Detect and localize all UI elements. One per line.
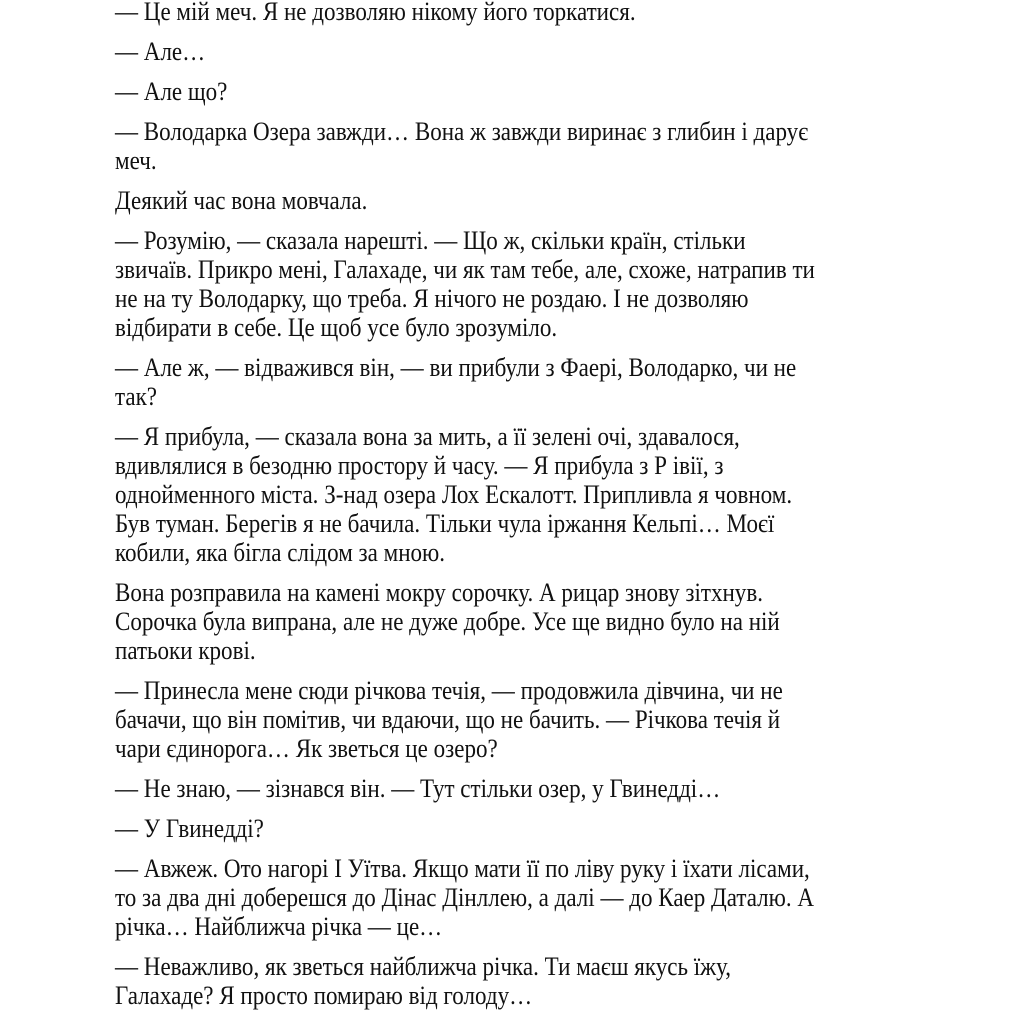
text-line: звичаїв. Прикро мені, Галахаде, чи як там тебе, але, схоже, натрапив ти	[115, 255, 815, 285]
paragraph	[115, 187, 915, 216]
paragraph	[115, 775, 915, 804]
text-line: — Розумію, — сказала нарешті. — Що ж, скільки країн, стільки	[115, 226, 746, 256]
text-line: — У Гвинедді?	[115, 814, 264, 844]
text-line: бачачи, що він помітив, чи вдаючи, що не бачить. — Річкова течія й	[115, 705, 781, 735]
text-line: чари єдинорога… Як зветься це озеро?	[115, 734, 498, 764]
text-line: — Неважливо, як зветься найближча річка. Ти маєш якусь їжу,	[115, 952, 732, 982]
paragraph	[115, 118, 915, 176]
text-line: Галахаде? Я просто помираю від голоду…	[115, 981, 533, 1011]
paragraph	[115, 855, 915, 942]
text-line: річка… Найближча річка — це…	[115, 912, 443, 942]
text-line: Сорочка була випрана, але не дуже добре. Усе ще видно було на ній	[115, 607, 780, 637]
document-page	[115, 0, 915, 1022]
text-line: кобили, яка бігла слідом за мною.	[115, 538, 446, 568]
text-line: вдивлялися в безодню простору й часу. — Я прибула з Р івії, з	[115, 451, 724, 481]
text-line: — Я прибула, — сказала вона за мить, а її зелені очі, здавалося,	[115, 422, 740, 452]
text-line: — Це мій меч. Я не дозволяю нікому його торкатися.	[115, 0, 636, 27]
text-line: — Принесла мене сюди річкова течія, — продовжила дівчина, чи не	[115, 676, 783, 706]
text-line: відбирати в себе. Це щоб усе було зрозуміло.	[115, 313, 558, 343]
paragraph	[115, 815, 915, 844]
text-line: Деякий час вона мовчала.	[115, 186, 368, 216]
paragraph	[115, 0, 915, 27]
text-line: — Володарка Озера завжди… Вона ж завжди виринає з глибин і дарує	[115, 117, 809, 147]
text-line: так?	[115, 382, 157, 412]
text-line: меч.	[115, 146, 157, 176]
text-line: — Але…	[115, 37, 206, 67]
text-line: — Авжеж. Ото нагорі І Уїтва. Якщо мати її по ліву руку і їхати лісами,	[115, 854, 810, 884]
paragraph	[115, 953, 915, 1011]
paragraph	[115, 38, 915, 67]
text-line: то за два дні доберешся до Дінас Дінллею, а далі — до Каер Даталю. А	[115, 883, 815, 913]
paragraph	[115, 677, 915, 764]
text-line: — Не знаю, — зізнався він. — Тут стільки озер, у Гвинедді…	[115, 774, 721, 804]
paragraph	[115, 354, 915, 412]
text-line: Був туман. Берегів я не бачила. Тільки чула іржання Кельпі… Моєї	[115, 509, 775, 539]
paragraph	[115, 579, 915, 666]
paragraph	[115, 423, 915, 568]
text-line: не на ту Володарку, що треба. Я нічого не роздаю. І не дозволяю	[115, 284, 749, 314]
text-line: — Але що?	[115, 77, 228, 107]
text-line: — Але ж, — відважився він, — ви прибули з Фаері, Володарко, чи не	[115, 353, 797, 383]
text-line: патьоки крові.	[115, 636, 256, 666]
paragraph	[115, 78, 915, 107]
text-line: однойменного міста. З-над озера Лох Ескалотт. Припливла я човном.	[115, 480, 793, 510]
paragraph	[115, 227, 915, 343]
text-line: Вона розправила на камені мокру сорочку. А рицар знову зітхнув.	[115, 578, 763, 608]
